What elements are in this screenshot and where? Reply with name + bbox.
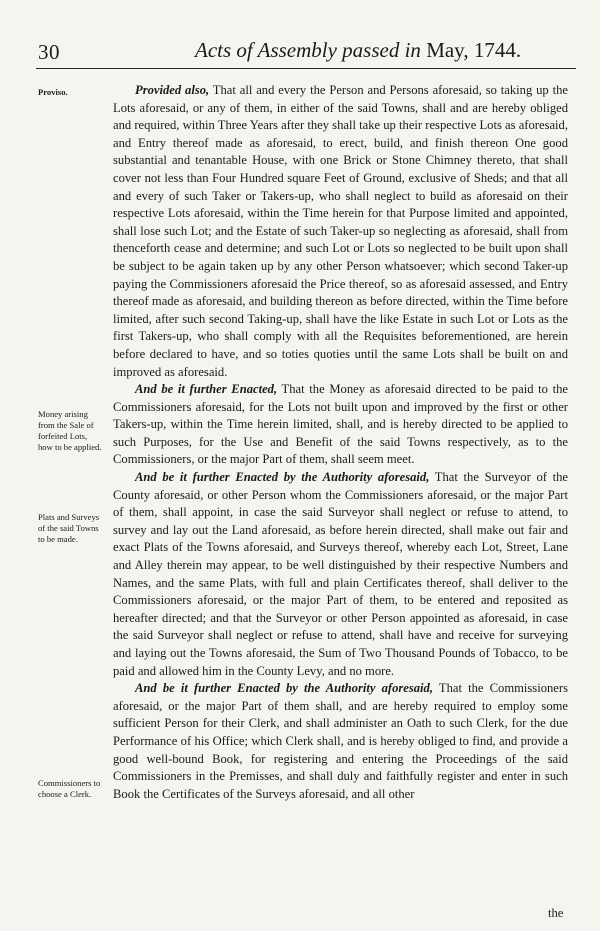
margin-note-proviso: Proviso.: [38, 87, 68, 97]
running-month: May,: [426, 38, 469, 62]
paragraph-text: That the Money as aforesaid directed to be paid to the Commissioners aforesaid, for the Lots not built upon and improved by the first or other Takers-up, within the Time herein limited, shall, and is hereby directed to be applied to such Purposes, for the Use and Benefit of the said Towns respectively, as to the Commissioners, or the major Part of them, shall seem meet.: [113, 382, 568, 467]
paragraph-lead: And be it further Enacted by the Authority aforesaid,: [135, 470, 430, 485]
paragraph-lead: And be it further Enacted,: [135, 382, 278, 397]
margin-note-plats: Plats and Surveys of the said Towns to be made.: [38, 512, 100, 544]
paragraph-text: That all and every the Person and Persons aforesaid, so taking up the Lots aforesaid, or any of them, in either of the said Towns, shall and are hereby obliged and required, within Three Years after they shall take up their respective Lots as aforesaid, and Entry thereof made as aforesaid, to erect, build, and finish thereon One good substantial and tenantable House, with one Brick or Stone Chimney thereto, that shall cover not less than Four Hundred square Feet of Ground, exclusive of Sheds; and that all and every of such Taker or Takers-up, who shall neglect to build as aforesaid on their respective Lots aforesaid, within the Time herein for that Purpose limited and appointed, shall lose such Lot; and the Estate of such Taker-up so neglecting as aforesaid, shall from thenceforth cease and determine; and such Lot or Lots so neglected to be built upon shall be subject to be again taken up by any other Person whatsoever; which second Taker-up paying the Commissioners aforesaid the Price thereof, so as aforesaid assessed, and Entry thereof made as aforesaid, and building thereon as before directed, within the Time before limited, after such second Taking-up, shall have the like Estate in such Lot or Lots as the first Takers-up, who shall comply with all the Requisites beforementioned, are herein before declared to have, and so toties quoties until the same Lots shall be built on and improved as aforesaid.: [113, 83, 568, 379]
paragraph-clerk: [113, 680, 568, 803]
running-title: Acts of Assembly passed in: [195, 38, 421, 62]
paragraph-money: [113, 381, 568, 469]
margin-note-clerk: Commissioners to choose a Clerk.: [38, 778, 101, 799]
paragraph-lead: Provided also,: [135, 83, 210, 97]
paragraph-proviso: [113, 82, 568, 381]
page-number: 30: [38, 40, 60, 64]
paragraph-text: That the Commissioners aforesaid, or the major Part of them shall, and are hereby required to employ some sufficient Person for their Clerk, and shall administer an Oath to such Clerk, for the due Performance of his Office; which Clerk shall, and is hereby obliged to find, and provide a good well-bound Book, for registering and entering the Proceedings of the said Commissioners in the Premisses, and shall duly and faithfully register and enter in such Book the Certificates of the Surveys aforesaid, and all other: [113, 681, 568, 801]
paragraph-lead: And be it further Enacted by the Authority aforesaid,: [135, 681, 433, 696]
paragraph-surveyor: [113, 469, 568, 680]
header-rule: [36, 68, 576, 69]
body-text: [113, 82, 568, 803]
running-head: [195, 38, 521, 63]
margin-note-money: Money arising from the Sale of forfeited Lots, how to be applied.: [38, 409, 102, 452]
running-year: 1744.: [473, 38, 522, 62]
catchword: the: [548, 906, 564, 920]
paragraph-text: That the Surveyor of the County aforesaid, or other Person whom the Commissioners aforesaid, or the major Part of them, shall appoint, in case the said Surveyor shall neglect or refuse to attend, to survey and lay out the Land aforesaid, as before herein directed, shall make out fair and exact Plats of the Towns aforesaid, and Surveys thereof, whereby each Lot, Street, Lane and Alley therein may appear, to be well distinguished by their respective Numbers and Names, and the same Plats, with full and plain Certificates thereof, shall deliver to the Commissioners aforesaid, or the major Part of them, to be entered and reposited as hereafter directed; and that the Surveyor or other Person appointed as aforesaid, in case the said Surveyor shall neglect or refuse to attend, shall have and receive for surveying and laying out the Towns aforesaid, the Sum of Two Thousand Pounds of Tobacco, to be paid and allowed him in the County Levy, and no more.: [113, 470, 568, 678]
